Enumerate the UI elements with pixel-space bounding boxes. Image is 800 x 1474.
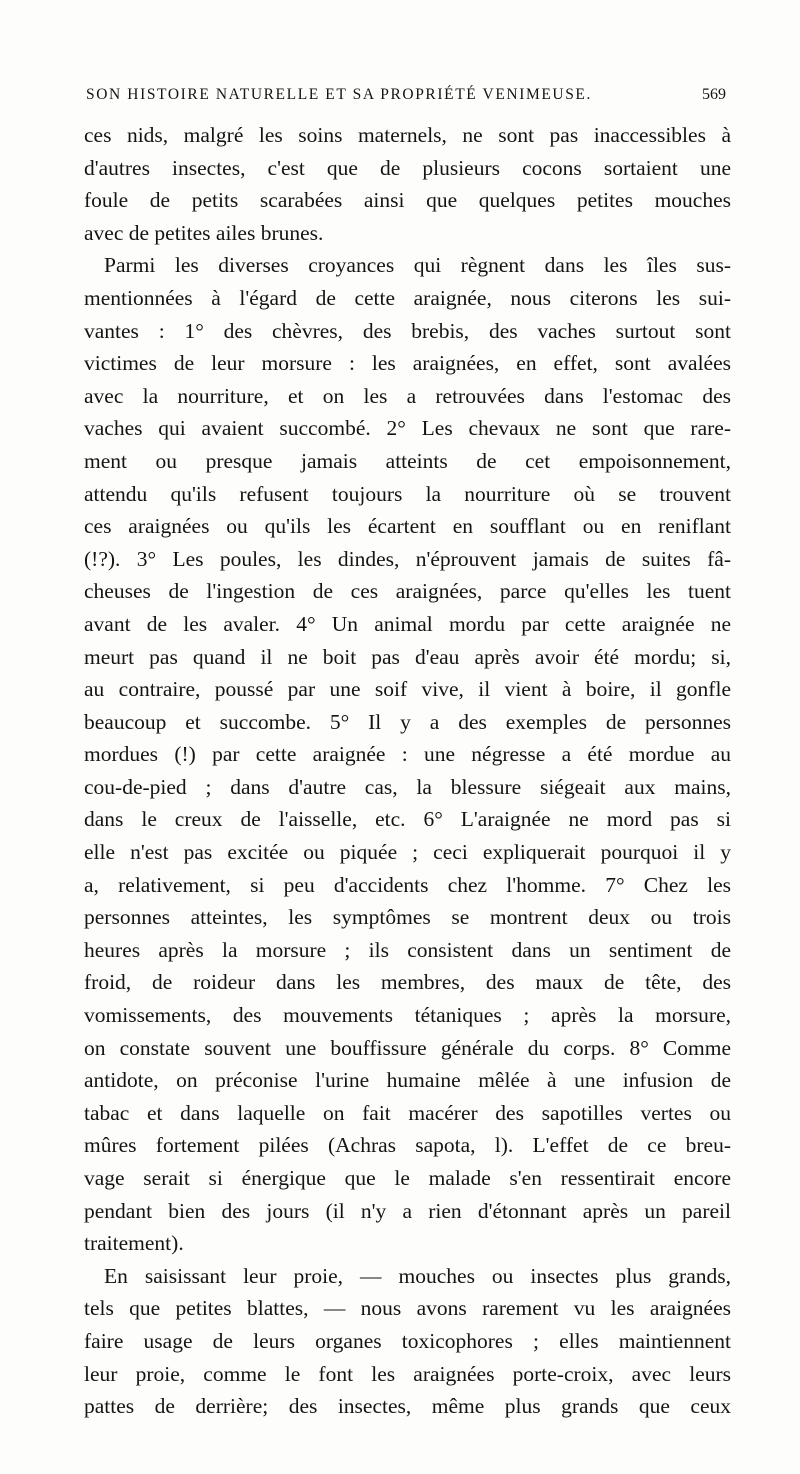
text-line: foule de petits scarabées ainsi que quelques petites mouches [84,188,731,213]
text-line: dans le creux de l'aisselle, etc. 6° L'araignée ne mord pas si [84,807,731,832]
text-line: ment ou presque jamais atteints de cet empoisonnement, [84,448,731,473]
text-line: cheuses de l'ingestion de ces araignées, parce qu'elles les tuent [84,579,731,604]
text-line: personnes atteintes, les symptômes se montrent deux ou trois [84,905,731,930]
text-line: tabac et dans laquelle on fait macérer des sapotilles vertes ou [84,1100,731,1125]
text-line: heures après la morsure ; ils consistent dans un sentiment de [84,937,731,962]
text-line: mentionnées à l'égard de cette araignée, nous citerons les sui- [84,285,731,310]
text-line: (!?). 3° Les poules, les dindes, n'éprouvent jamais de suites fâ- [84,546,731,571]
text-line: mûres fortement pilées (Achras sapota, l). L'effet de ce breu- [84,1133,731,1158]
text-line: vomissements, des mouvements tétaniques ; après la morsure, [84,1003,731,1028]
text-line: a, relativement, si peu d'accidents chez l'homme. 7° Chez les [84,872,731,897]
running-title: SON HISTOIRE NATURELLE ET SA PROPRIÉTÉ VENIMEUSE. [86,86,592,103]
text-line: pattes de derrière; des insectes, même plus grands que ceux [84,1394,731,1419]
text-line: vantes : 1° des chèvres, des brebis, des vaches surtout sont [84,318,731,343]
text-line: au contraire, poussé par une soif vive, il vient à boire, il gonfle [84,677,731,702]
text-line: beaucoup et succombe. 5° Il y a des exemples de personnes [84,709,731,734]
text-line: tels que petites blattes, — nous avons rarement vu les araignées [84,1296,731,1321]
text-line: mordues (!) par cette araignée : une négresse a été mordue au [84,742,731,767]
text-line: vaches qui avaient succombé. 2° Les chevaux ne sont que rare- [84,416,731,441]
text-line: leur proie, comme le font les araignées porte-croix, avec leurs [84,1361,731,1386]
text-line: ces araignées ou qu'ils les écartent en soufflant ou en reniflant [84,514,731,539]
text-line: on constate souvent une bouffissure générale du corps. 8° Comme [84,1035,731,1060]
text-line: avec la nourriture, et on les a retrouvées dans l'estomac des [84,383,731,408]
text-line: vage serait si énergique que le malade s'en ressentirait encore [84,1166,731,1190]
running-header [86,86,726,110]
text-line: pendant bien des jours (il n'y a rien d'étonnant après un pareil [84,1198,731,1223]
text-line: faire usage de leurs organes toxicophores ; elles maintiennent [84,1328,731,1353]
text-line: En saisissant leur proie, — mouches ou insectes plus grands, [104,1263,731,1288]
text-line: elle n'est pas excitée ou piquée ; ceci expliquerait pourquoi il y [84,840,731,865]
page-body-text [84,119,731,1423]
page-number: 569 [702,86,726,103]
text-line: victimes de leur morsure : les araignées, en effet, sont avalées [84,351,731,376]
text-line: antidote, on préconise l'urine humaine mêlée à une infusion de [84,1068,731,1093]
text-line: avec de petites ailes brunes. [84,220,324,245]
text-line: d'autres insectes, c'est que de plusieurs cocons sortaient une [84,155,731,180]
text-line: attendu qu'ils refusent toujours la nourriture où se trouvent [84,481,731,506]
text-line: avant de les avaler. 4° Un animal mordu par cette araignée ne [84,611,731,636]
text-line: ces nids, malgré les soins maternels, ne sont pas inaccessibles à [84,123,731,147]
text-line: cou-de-pied ; dans d'autre cas, la blessure siégeait aux mains, [84,774,731,799]
text-line: froid, de roideur dans les membres, des maux de tête, des [84,970,731,995]
text-line: traitement). [84,1231,184,1256]
text-line: meurt pas quand il ne boit pas d'eau après avoir été mordu; si, [84,644,731,669]
text-line: Parmi les diverses croyances qui règnent dans les îles sus- [104,253,731,278]
